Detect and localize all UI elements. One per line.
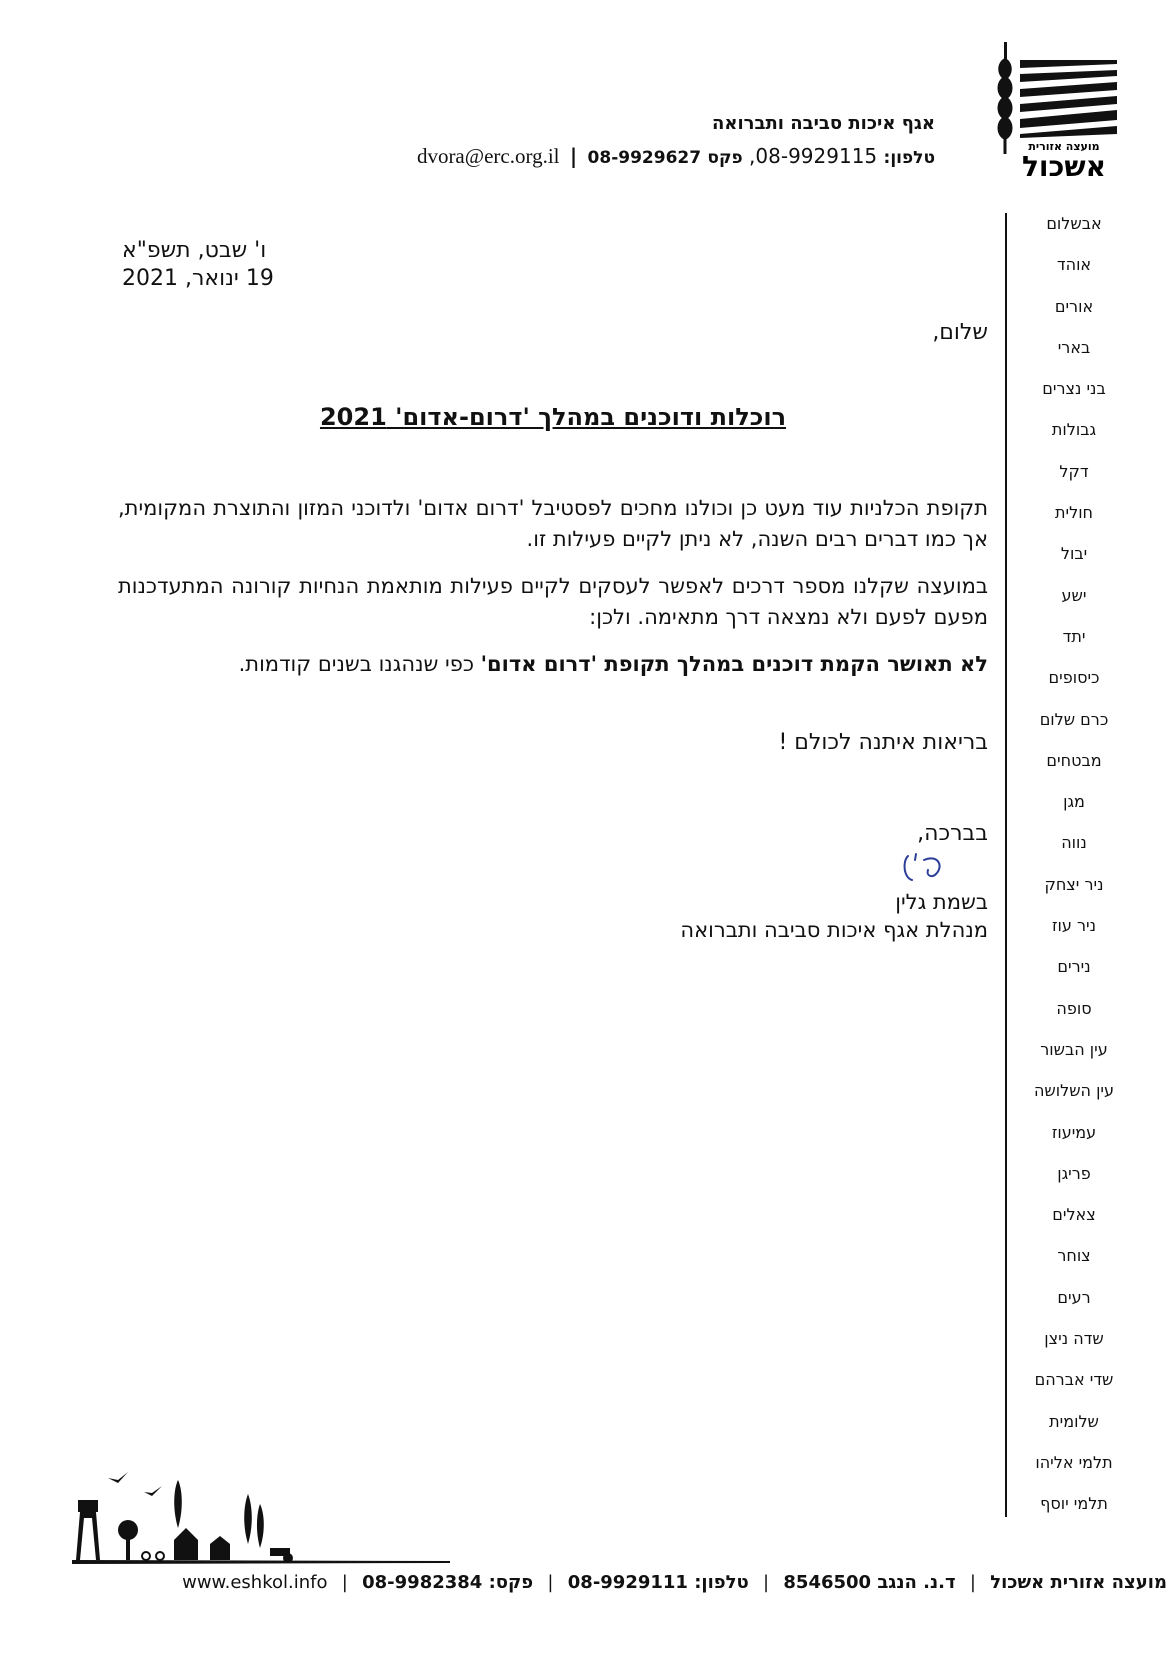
footer-contact	[72, 1572, 1167, 1593]
settlements-list	[1012, 212, 1136, 1534]
settlement-item: גבולות	[1051, 420, 1097, 440]
cypress-icon	[244, 1494, 252, 1544]
footer-website-link[interactable]: www.eshkol.info	[182, 1572, 328, 1593]
wishes-line: בריאות איתנה לכולם !	[778, 730, 988, 755]
bird-icon	[108, 1472, 128, 1483]
footer-org: מועצה אזורית אשכול	[990, 1572, 1167, 1593]
fax-number: 08-9929627	[587, 148, 702, 168]
settlement-item: תלמי יוסף	[1040, 1494, 1108, 1514]
settlement-item: תלמי אליהו	[1035, 1452, 1113, 1472]
footer-phone: טלפון: 08-9929111	[567, 1572, 749, 1593]
footer-separator: |	[969, 1572, 976, 1593]
settlement-item: עין הבשור	[1040, 1039, 1108, 1059]
water-tower-icon	[78, 1500, 98, 1512]
settlement-item: ניר יצחק	[1044, 874, 1104, 894]
settlement-item: דקל	[1059, 461, 1089, 481]
paragraph-1: תקופת הכלניות עוד מעט כן וכולנו מחכים לפסטיבל 'דרום אדום' ולדוכני המזון והתוצרת המקומית, אך כמו דברים רבים השנה, לא ניתן לקיים פעילות זו.	[118, 496, 988, 551]
settlement-item: עמיעוז	[1051, 1122, 1097, 1142]
closing-line: בברכה,	[917, 821, 988, 846]
signature-mark	[898, 850, 948, 884]
settlement-item: אורים	[1054, 296, 1094, 316]
settlement-item: אוהד	[1056, 255, 1092, 275]
settlement-item: צאלים	[1052, 1205, 1096, 1225]
council-logo	[992, 42, 1122, 182]
settlement-item: ישע	[1061, 585, 1087, 605]
field-icon	[1020, 60, 1117, 138]
settlement-item: שדה ניצן	[1044, 1329, 1104, 1349]
footer-address: ד.נ. הנגב 8546500	[783, 1572, 956, 1593]
house-icon	[210, 1536, 230, 1560]
settlement-item: כיסופים	[1048, 668, 1100, 688]
settlement-item: פריגן	[1057, 1163, 1091, 1183]
cypress-icon	[257, 1504, 264, 1548]
email-link[interactable]: dvora@erc.org.il	[416, 144, 560, 168]
signer-name: בשמת גלין	[895, 890, 988, 914]
house-icon	[174, 1528, 198, 1560]
settlement-item: מגן	[1063, 792, 1085, 812]
paragraph-3-rest: כפי שנהגנו בשנים קודמות.	[238, 652, 481, 676]
date-gregorian: 19 ינואר, 2021	[122, 266, 274, 291]
settlement-item: יבול	[1060, 544, 1088, 564]
settlement-item: סופה	[1056, 998, 1092, 1018]
greeting: שלום,	[932, 320, 988, 345]
footer-separator: |	[547, 1572, 554, 1593]
settlement-item: נווה	[1061, 833, 1087, 853]
phone-label: טלפון:	[883, 148, 935, 168]
footer-separator: |	[763, 1572, 770, 1593]
footer-fax: פקס: 08-9982384	[362, 1572, 534, 1593]
settlement-item: יתד	[1062, 626, 1086, 646]
department-name: אגף איכות סביבה ותברואה	[712, 113, 935, 134]
fax-label: פקס	[707, 148, 743, 168]
settlement-item: שדי אברהם	[1034, 1370, 1114, 1390]
logo-small-text: מועצה אזורית	[1028, 140, 1100, 153]
footer-landscape	[70, 1468, 470, 1566]
footer-separator: |	[341, 1572, 348, 1593]
settlement-item: חולית	[1055, 503, 1093, 523]
settlement-item: מבטחים	[1046, 750, 1102, 770]
cypress-icon	[174, 1480, 182, 1528]
paragraph-2: במועצה שקלנו מספר דרכים לאפשר לעסקים לקיים פעילות מותאמת הנחיות קורונה המתעדכנות מפעם לפעם ולא נמצאה דרך מתאימה. ולכן:	[118, 574, 988, 629]
date-hebrew: ו' שבט, תשפ"א	[122, 238, 267, 263]
phone-number: 08-9929115,	[749, 144, 878, 168]
settlement-item: עין השלושה	[1033, 1081, 1115, 1101]
settlement-item: נירים	[1057, 957, 1091, 977]
settlement-item: רעים	[1057, 1287, 1091, 1307]
settlement-item: צוחר	[1057, 1246, 1091, 1266]
letter-body	[118, 320, 988, 942]
settlement-item: שלומית	[1049, 1411, 1099, 1431]
signer-title: מנהלת אגף איכות סביבה ותברואה	[680, 918, 988, 942]
paragraph-3	[118, 649, 988, 680]
settlement-item: בני נצרים	[1042, 379, 1106, 399]
contact-separator: |	[569, 144, 578, 168]
sidebar-divider	[1005, 213, 1007, 1517]
logo-big-text: אשכול	[1021, 150, 1107, 182]
paragraph-3-bold: לא תאושר הקמת דוכנים במהלך תקופת 'דרום אדום'	[480, 652, 988, 676]
settlement-item: בארי	[1057, 337, 1091, 357]
settlement-item: אבשלום	[1046, 214, 1102, 233]
settlement-item: ניר עוז	[1051, 916, 1096, 936]
bird-icon	[144, 1486, 162, 1496]
letter-subject: רוכלות ודוכנים במהלך 'דרום-אדום' 2021	[319, 403, 787, 431]
wheat-icon	[998, 42, 1013, 154]
contact-line	[417, 144, 935, 169]
settlement-item: כרם שלום	[1039, 709, 1109, 729]
